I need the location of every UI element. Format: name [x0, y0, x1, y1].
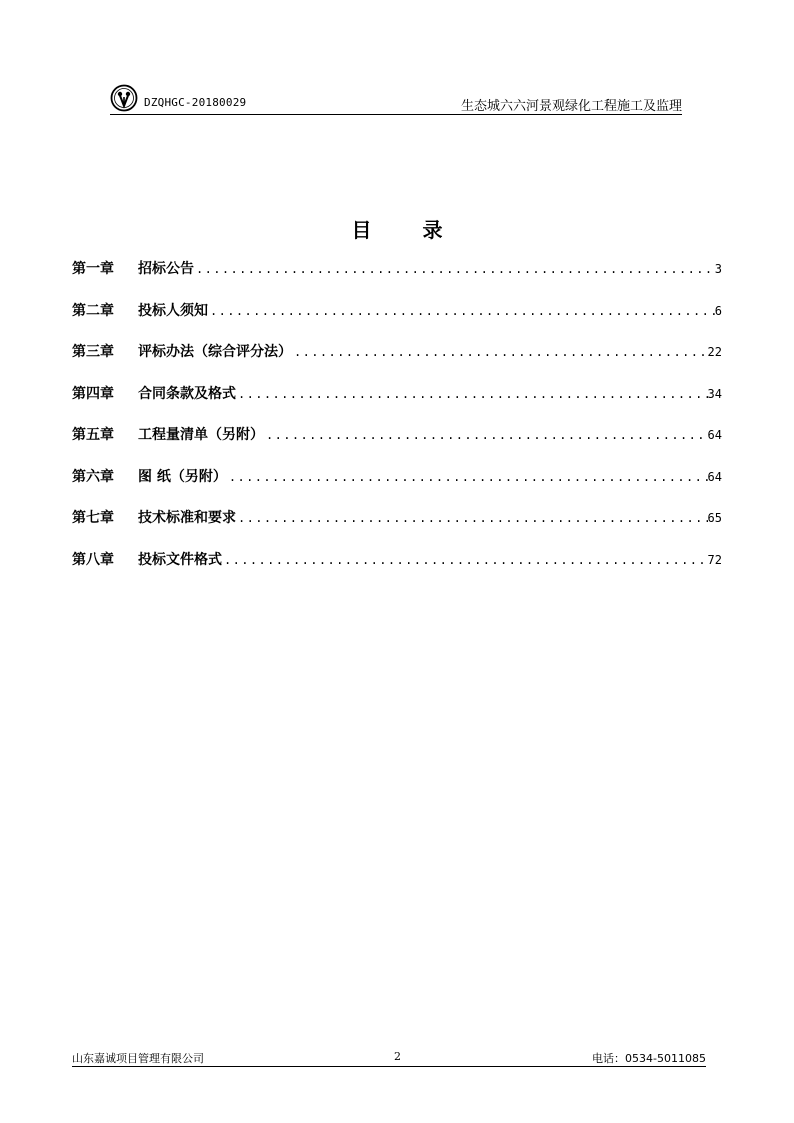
- toc-heading: 工程量清单（另附）: [138, 427, 264, 443]
- toc-heading: 图 纸（另附）: [138, 468, 227, 485]
- toc-entry-chapter-3[interactable]: [72, 341, 722, 383]
- toc-title: 目 录: [351, 218, 465, 242]
- toc-heading: 招标公告: [138, 261, 194, 277]
- toc-page-number: 65: [707, 511, 722, 525]
- toc-dot-leader: [227, 470, 708, 484]
- toc-chapter-label: 第八章: [72, 551, 114, 568]
- toc-chapter-label: 第六章: [72, 468, 114, 485]
- toc-chapter-label: 第二章: [72, 302, 114, 319]
- toc-page-number: 64: [707, 428, 722, 442]
- toc-entry-chapter-7[interactable]: [72, 507, 722, 549]
- company-logo-icon: [110, 84, 138, 112]
- document-code: DZQHGC-20180029: [144, 96, 247, 109]
- page-footer: [72, 1050, 706, 1067]
- toc-chapter-label: 第五章: [72, 427, 114, 443]
- toc-page-number: 3: [714, 262, 722, 276]
- table-of-contents: [72, 258, 722, 590]
- toc-heading: 投标文件格式: [138, 551, 222, 568]
- footer-page-number: 2: [394, 1050, 401, 1063]
- page-header: [110, 84, 682, 115]
- toc-dot-leader: [236, 387, 708, 401]
- toc-heading: 合同条款及格式: [138, 385, 236, 402]
- toc-page-number: 72: [707, 552, 722, 567]
- toc-chapter-label: 第一章: [72, 261, 114, 277]
- toc-page-number: 64: [707, 469, 722, 484]
- toc-dot-leader: [264, 428, 708, 442]
- toc-chapter-label: 第七章: [72, 510, 114, 526]
- toc-heading: 技术标准和要求: [138, 510, 236, 526]
- toc-page-number: 34: [707, 386, 722, 401]
- project-name: 生态城六六河景观绿化工程施工及监理: [460, 99, 682, 114]
- footer-phone: 电话：0534-5011085: [592, 1052, 706, 1065]
- toc-heading: 评标办法（综合评分法）: [138, 344, 292, 360]
- toc-entry-chapter-4[interactable]: [72, 383, 722, 425]
- toc-entry-chapter-5[interactable]: [72, 424, 722, 466]
- toc-dot-leader: [194, 262, 715, 276]
- toc-dot-leader: [222, 553, 708, 567]
- toc-entry-chapter-8[interactable]: [72, 549, 722, 591]
- footer-company-name: 山东嘉诚项目管理有限公司: [72, 1052, 204, 1065]
- toc-chapter-label: 第三章: [72, 344, 114, 360]
- toc-chapter-label: 第四章: [72, 385, 114, 402]
- toc-page-number: 6: [714, 303, 722, 318]
- toc-entry-chapter-1[interactable]: [72, 258, 722, 300]
- toc-dot-leader: [236, 511, 708, 525]
- toc-dot-leader: [292, 345, 708, 359]
- toc-entry-chapter-6[interactable]: [72, 466, 722, 508]
- toc-page-number: 22: [707, 345, 722, 359]
- toc-heading: 投标人须知: [138, 302, 208, 319]
- toc-entry-chapter-2[interactable]: [72, 300, 722, 342]
- toc-dot-leader: [208, 304, 715, 318]
